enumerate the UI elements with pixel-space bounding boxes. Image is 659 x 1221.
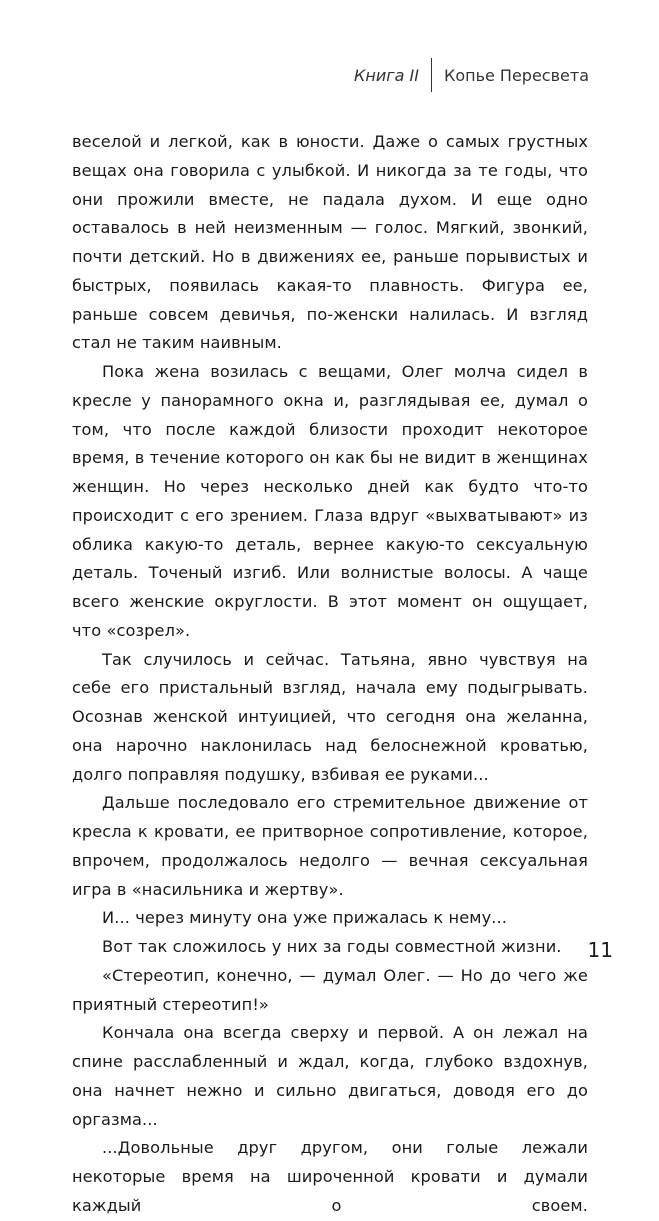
paragraph: Пока жена возилась с вещами, Олег молча сидел в кресле у панорамного окна и, разглядывая ее, думал о том, что после каждой близости проходит некоторое время, в течение которого он как бы не видит в женщинах женщин. Но через несколько дней как будто что-то происходит с его зрением. Глаза вдруг «выхватывают» из облика какую-то деталь, вернее какую-то сексуальную деталь. Точеный изгиб. Или волнистые волосы. А чаще всего женские округлости. В этот момент он ощущает, что «созрел». xyxy=(72,362,588,640)
running-head xyxy=(354,58,589,92)
paragraph: И... через минуту она уже прижалась к нему... xyxy=(102,908,507,928)
paragraph: веселой и легкой, как в юности. Даже о самых грустных вещах она говорила с улыбкой. И никогда за те годы, что они прожили вместе, не падала духом. И еще одно оставалось в ней неизменным — голос. Мягкий, звонкий, почти детский. Но в движениях ее, раньше порывистых и быстрых, появилась какая-то плавность. Фигура ее, раньше совсем девичья, по-женски налилась. И взгляд стал не таким наивным. xyxy=(72,132,588,353)
paragraph: ...Довольные друг другом, они голые лежали некоторые время на широченной кровати и думали каждый о своем. xyxy=(72,1138,588,1215)
paragraph: Вот так сложилось у них за годы совместной жизни. xyxy=(102,937,562,956)
paragraph: Кончала она всегда сверху и первой. А он лежал на спине расслабленный и ждал, когда, глубоко вздохнув, она начнет нежно и сильно двигаться, доводя его до оргазма... xyxy=(72,1023,588,1129)
book-title: Копье Пересвета xyxy=(443,65,589,85)
paragraph: Так случилось и сейчас. Татьяна, явно чувствуя на себе его пристальный взгляд, начала ему подыгрывать. Осознав женской интуицией, что сегодня она желанна, она нарочно наклонилась над белоснежной кроватью, долго поправляя подушку, взбивая ее руками... xyxy=(72,649,588,784)
paragraph: «Стереотип, конечно, — думал Олег. — Но до чего же приятный стереотип!» xyxy=(72,965,588,1014)
book-label: Книга II xyxy=(354,65,419,85)
body-text xyxy=(72,128,588,1221)
page-number: 11 xyxy=(587,938,613,962)
paragraph: Дальше последовало его стремительное движение от кресла к кровати, ее притворное сопротивление, которое, впрочем, продолжалось недолго — вечная сексуальная игра в «насильника и жертву». xyxy=(72,793,588,899)
